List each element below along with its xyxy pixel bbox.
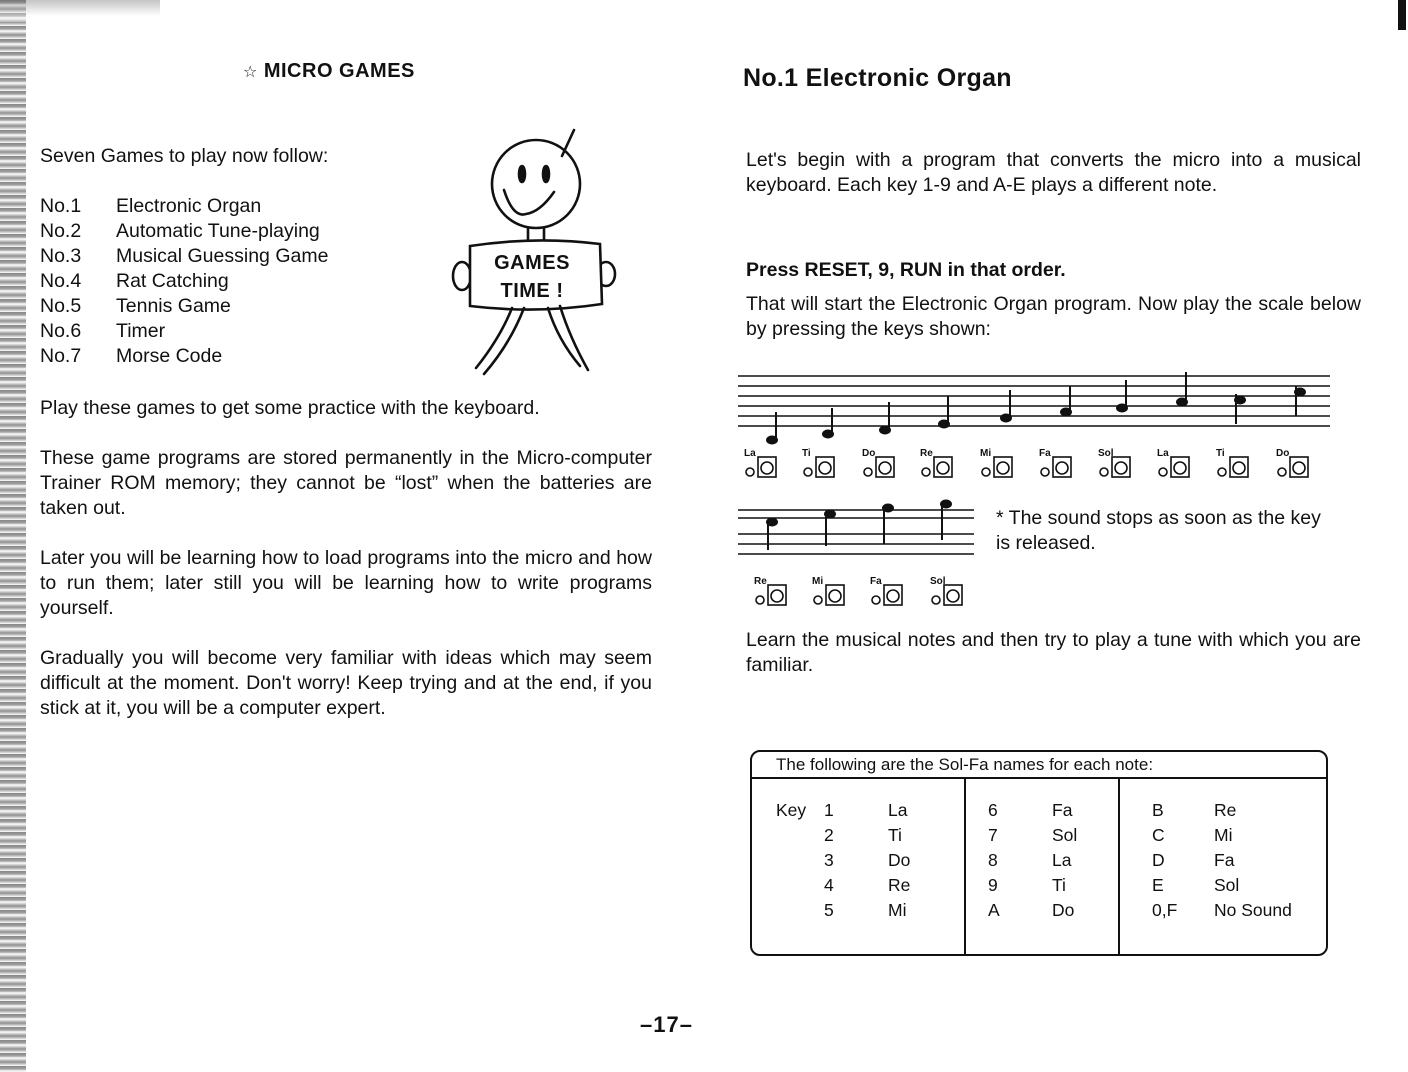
table-cell: D [1152, 850, 1165, 870]
paragraph-learn-notes: Learn the musical notes and then try to play a tune with which you are familiar. [746, 629, 1361, 676]
key-icon [980, 448, 1016, 485]
key-icon [1098, 448, 1134, 485]
game-name: Musical Guessing Game [116, 245, 329, 267]
scan-edge-shadow [0, 0, 26, 1072]
key-note-label: La [1157, 448, 1169, 459]
table-cell: Do [1052, 900, 1075, 920]
table-cell: C [1152, 825, 1165, 845]
key-icon [1157, 448, 1193, 485]
key-note-label: La [744, 448, 756, 459]
paragraph-practice: Play these games to get some practice with the keyboard. [40, 397, 540, 419]
table-cell: No Sound [1214, 900, 1292, 920]
key-icon [1216, 448, 1252, 485]
table-cell: Do [888, 850, 911, 870]
sign-line-2: TIME ! [500, 280, 564, 302]
game-name: Automatic Tune-playing [116, 220, 320, 242]
table-divider [1118, 779, 1120, 954]
table-cell: Fa [1214, 850, 1235, 870]
table-cell: B [1152, 800, 1164, 820]
key-icon [1039, 448, 1075, 485]
key-icon [754, 576, 790, 613]
micro-games-title-text: MICRO GAMES [263, 60, 415, 82]
music-staff-high-notes [738, 496, 978, 560]
list-item [40, 194, 328, 219]
key-icon [1276, 448, 1312, 485]
table-cell: Ti [888, 825, 902, 845]
list-item [40, 344, 328, 369]
game-number: No.4 [40, 270, 82, 292]
table-cell: 7 [988, 825, 998, 845]
game-name: Timer [116, 320, 166, 342]
list-item [40, 294, 328, 319]
game-name: Tennis Game [116, 295, 231, 317]
table-cell: Ti [1052, 875, 1066, 895]
key-note-label: Ti [1216, 448, 1225, 459]
paragraph-learning: Later you will be learning how to load programs into the micro and how to run them; later still you will be learning how to write programs yourself. [40, 547, 652, 619]
table-cell: Re [1214, 800, 1237, 820]
games-intro: Seven Games to play now follow: [40, 145, 329, 167]
table-cell: 4 [824, 875, 834, 895]
key-note-label: Mi [812, 576, 824, 587]
list-item [40, 244, 328, 269]
table-cell: Sol [1214, 875, 1240, 895]
table-col2-keys [988, 798, 1000, 923]
star-icon: ☆ [243, 64, 258, 81]
music-staff-scale [738, 368, 1333, 448]
table-cell: 3 [824, 850, 834, 870]
table-cell: Mi [888, 900, 907, 920]
paragraph-start: That will start the Electronic Organ program. Now play the scale below by pressing the keys shown: [746, 293, 1361, 340]
paragraph-rom: These game programs are stored permanently in the Micro-computer Trainer ROM memory; they cannot be “lost” when the batteries are taken out. [40, 447, 652, 519]
game-name: Electronic Organ [116, 195, 262, 217]
table-cell: La [1052, 850, 1072, 870]
table-cell: 1 [824, 800, 834, 820]
table-cell: Mi [1214, 825, 1233, 845]
table-cell: A [988, 900, 1000, 920]
table-divider [964, 779, 966, 954]
table-col2-notes [1052, 798, 1077, 923]
game-number: No.6 [40, 320, 82, 342]
table-cell: 5 [824, 900, 834, 920]
table-cell: 2 [824, 825, 834, 845]
key-icon [870, 576, 906, 613]
table-cell: 9 [988, 875, 998, 895]
sound-stops-footnote: * The sound stops as soon as the key is released. [996, 507, 1321, 554]
key-note-label: Fa [870, 576, 882, 587]
game-number: No.3 [40, 245, 82, 267]
table-col3-keys [1152, 798, 1177, 923]
key-note-label: Do [862, 448, 876, 459]
key-note-label: Fa [1039, 448, 1051, 459]
key-note-label: Re [920, 448, 933, 459]
page-number: –17– [640, 1012, 693, 1037]
key-icon [744, 448, 780, 485]
scan-right-mark [1398, 0, 1406, 30]
game-name: Morse Code [116, 345, 223, 367]
key-label: Key [776, 800, 807, 820]
key-note-label: Ti [802, 448, 811, 459]
scan-top-shadow [0, 0, 160, 22]
paragraph-gradually: Gradually you will become very familiar with ideas which may seem difficult at the moment. Don't worry! Keep trying and at the end, if you stick at it, you will be a computer expert. [40, 647, 652, 719]
table-col1-keys [824, 798, 834, 923]
table-cell: Re [888, 875, 911, 895]
games-list [40, 194, 328, 369]
key-icon [930, 576, 966, 613]
games-time-sign [470, 249, 594, 305]
key-icon [862, 448, 898, 485]
list-item [40, 269, 328, 294]
table-cell: E [1152, 875, 1164, 895]
game-name: Rat Catching [116, 270, 229, 292]
instruction-line: Press RESET, 9, RUN in that order. [746, 259, 1066, 281]
key-note-label: Sol [930, 576, 946, 587]
list-item [40, 219, 328, 244]
table-cell: 8 [988, 850, 998, 870]
game-number: No.2 [40, 220, 82, 242]
table-cell: Sol [1052, 825, 1078, 845]
table-cell: 0,F [1152, 900, 1178, 920]
table-col3-notes [1214, 798, 1292, 923]
sign-line-1: GAMES [494, 252, 570, 274]
key-icon [802, 448, 838, 485]
key-note-label: Do [1276, 448, 1290, 459]
game-number: No.7 [40, 345, 82, 367]
list-item [40, 319, 328, 344]
key-icon [812, 576, 848, 613]
table-cell: Fa [1052, 800, 1073, 820]
table-cell: La [888, 800, 908, 820]
game-number: No.5 [40, 295, 82, 317]
paragraph-intro: Let's begin with a program that converts the micro into a musical keyboard. Each key 1-9 and A-E plays a different note. [746, 149, 1361, 196]
key-note-label: Mi [980, 448, 992, 459]
table-col1-notes [888, 798, 910, 923]
key-note-label: Re [754, 576, 767, 587]
electronic-organ-title: No.1 Electronic Organ [743, 64, 1012, 92]
sol-fa-table [750, 750, 1328, 956]
micro-games-title [243, 60, 415, 83]
key-note-label: Sol [1098, 448, 1114, 459]
game-number: No.1 [40, 195, 82, 217]
table-header: The following are the Sol-Fa names for each note: [752, 752, 1326, 779]
table-cell: 6 [988, 800, 998, 820]
key-icon [920, 448, 956, 485]
